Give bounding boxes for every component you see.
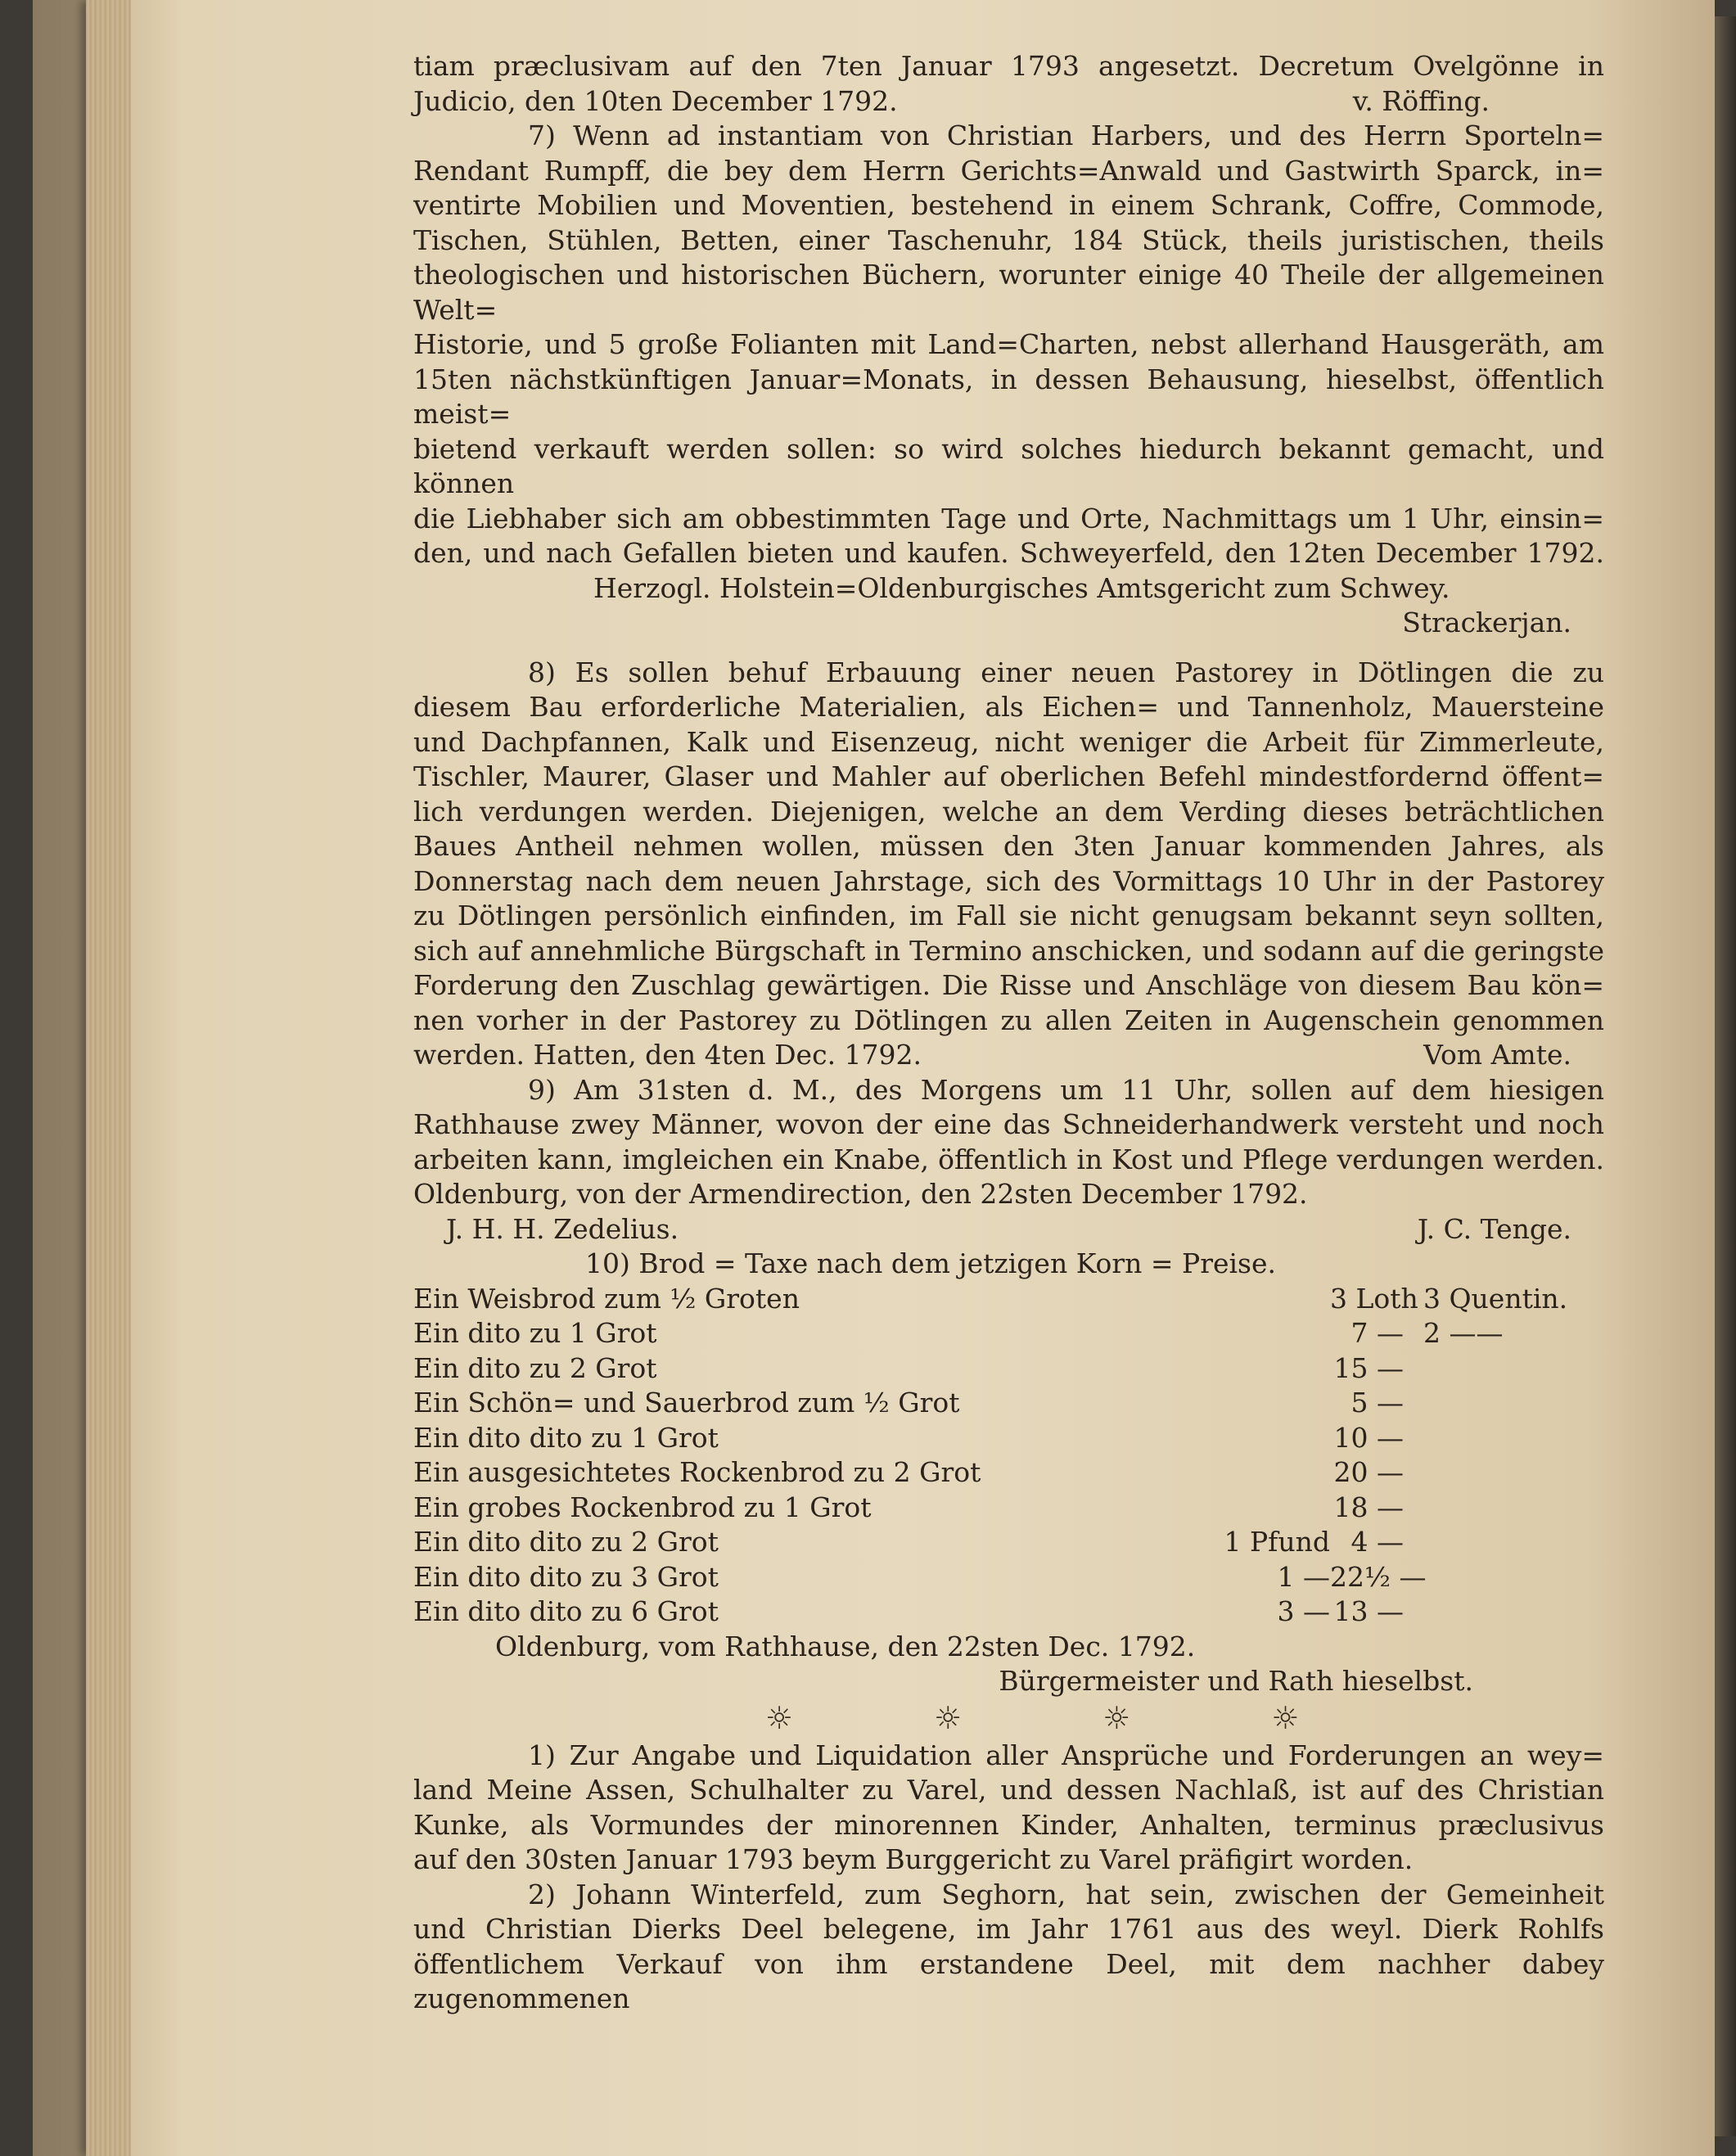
- bread-tax-loth: 10 —: [1333, 1421, 1404, 1454]
- bread-tax-pound: [1215, 1351, 1330, 1387]
- bread-tax-loth: 5 —: [1350, 1387, 1404, 1419]
- bread-tax-item: Ein dito zu 1 Grot: [413, 1317, 657, 1349]
- notice-8-line-7: Donnerstag nach dem neuen Jahrstage, sich des Vormittags 10 Uhr in der Pastorey: [413, 864, 1604, 897]
- section-2-line-2: und Christian Dierks Deel belegene, im Jahr 1761 aus des weyl. Dierk Rohlfs: [413, 1913, 1604, 1945]
- notice-7-signature: Strackerjan.: [1402, 607, 1571, 638]
- bread-tax-item: Ein dito dito zu 3 Grot: [413, 1560, 719, 1593]
- bread-tax-loth: 22½ —: [1330, 1560, 1427, 1593]
- notice-7-line-4: Tischen, Stühlen, Betten, einer Taschenuhr, 184 Stück, theils juristischen, theils: [413, 223, 1604, 256]
- section-1-line-2: land Meine Assen, Schulhalter zu Varel, und dessen Nachlaß, ist auf des Christian: [413, 1774, 1604, 1806]
- bread-tax-place: Oldenburg, vom Rathhause, den 22sten Dec. 1792.: [495, 1630, 1196, 1662]
- bread-tax-item: Ein Weisbrod zum ½ Groten: [413, 1282, 800, 1315]
- bread-tax-loth: 13 —: [1333, 1595, 1404, 1627]
- ornament-divider: [413, 1699, 1604, 1739]
- notice-8-line-8: zu Dötlingen persönlich einfinden, im Fall sie nicht genugsam bekannt seyn sollten,: [413, 900, 1604, 931]
- notice-8-line-1: 8) Es sollen behuf Erbauung einer neuen Pastorey in Dötlingen die zu: [528, 656, 1604, 688]
- notice-9-signature-right: J. C. Tenge.: [1417, 1212, 1571, 1245]
- bread-tax-pound: 3 —: [1277, 1595, 1330, 1627]
- page-edges: [86, 0, 131, 2156]
- notice-8-line-2: diesem Bau erforderliche Materialien, als Eichen= und Tannenholz, Mauersteine: [413, 691, 1604, 723]
- bread-tax-pound: 1 Pfund: [1224, 1526, 1330, 1558]
- notice-7-signature-line: [413, 606, 1604, 641]
- notice-7-court: Herzogl. Holstein=Oldenburgisches Amtsgericht zum Schwey.: [593, 571, 1450, 604]
- bread-tax-pound: [1215, 1491, 1330, 1526]
- section-1-line-1: 1) Zur Angabe und Liquidation aller Ansprüche und Forderungen an wey=: [528, 1739, 1604, 1771]
- bread-tax-item: Ein ausgesichtetes Rockenbrod zu 2 Grot: [413, 1456, 981, 1488]
- bread-tax-row: [413, 1594, 1604, 1630]
- notice-7-line-1: 7) Wenn ad instantiam von Christian Harbers, und des Herrn Sporteln=: [528, 120, 1604, 151]
- bread-tax-signature-line: [413, 1664, 1604, 1699]
- notice-9-signatures: [413, 1212, 1604, 1247]
- bread-tax-item: Ein dito zu 2 Grot: [413, 1351, 657, 1384]
- notice-7-line-3: ventirte Mobilien und Moventien, bestehend in einem Schrank, Coffre, Commode,: [413, 189, 1604, 221]
- bread-tax-quentin: [1404, 1491, 1584, 1526]
- notice-9-line-1: 9) Am 31sten d. M., des Morgens um 11 Uhr, sollen auf dem hiesigen: [528, 1073, 1604, 1106]
- bread-tax-pound: [1215, 1455, 1330, 1491]
- bread-tax-loth: 4 —: [1350, 1526, 1404, 1558]
- notice-7-line-7: 15ten nächstkünftigen Januar=Monats, in dessen Behausung, hieselbst, öffentlich meist=: [413, 363, 1604, 430]
- notice-7-line-8: bietend verkauft werden sollen: so wird solches hiedurch bekannt gemacht, und können: [413, 432, 1604, 499]
- bread-tax-pound: [1215, 1421, 1330, 1456]
- bread-tax-quentin: [1404, 1594, 1584, 1630]
- notice-7-line-10: den, und nach Gefallen bieten und kaufen. Schweyerfeld, den 12ten December 1792.: [413, 537, 1604, 569]
- notice-8-line-3: und Dachpfannen, Kalk und Eisenzeug, nicht weniger die Arbeit für Zimmerleute,: [413, 725, 1604, 758]
- notice-8-line-11: nen vorher in der Pastorey zu Dötlingen zu allen Zeiten in Augenschein genommen: [413, 1004, 1604, 1036]
- ornament-text: ☼ ☼ ☼ ☼: [765, 1700, 1365, 1737]
- bread-tax-pound: [1215, 1282, 1330, 1317]
- page-text: [413, 49, 1604, 2017]
- bread-tax-quentin: [1404, 1421, 1584, 1456]
- bread-tax-quentin: [1404, 1386, 1584, 1421]
- bread-tax-row: [413, 1491, 1604, 1526]
- notice-8-line-6: Baues Antheil nehmen wollen, müssen den 3ten Januar kommenden Jahres, als: [413, 830, 1604, 862]
- section-2-line-3: öffentlichem Verkauf von ihm erstandene Deel, mit dem nachher dabey zugenommenen: [413, 1947, 1604, 2014]
- notice-9-line-3: arbeiten kann, imgleichen ein Knabe, öffentlich in Kost und Pflege verdungen werden.: [413, 1143, 1604, 1175]
- notice-8-line-10: Forderung den Zuschlag gewärtigen. Die Risse und Anschläge von diesem Bau kön=: [413, 969, 1604, 1001]
- notice-8-line-9: sich auf annehmliche Bürgschaft in Termino anschicken, und sodann auf die geringste: [413, 934, 1604, 967]
- notice-7-line-5: theologischen und historischen Büchern, worunter einige 40 Theile der allgemeinen Welt=: [413, 259, 1604, 326]
- bread-tax-pound: [1215, 1316, 1330, 1351]
- bread-tax-signature: Bürgermeister und Rath hieselbst.: [999, 1665, 1473, 1697]
- bread-tax-item: Ein dito dito zu 2 Grot: [413, 1526, 719, 1558]
- notice-6-date: Judicio, den 10ten December 1792.: [413, 84, 898, 117]
- bread-tax-title: 10) Brod = Taxe nach dem jetzigen Korn = Preise.: [585, 1247, 1277, 1279]
- bread-tax-row: [413, 1386, 1604, 1421]
- notice-8-last-line: [413, 1038, 1604, 1073]
- notice-9-line-2: Rathhause zwey Männer, wovon der eine das Schneiderhandwerk versteht und noch: [413, 1108, 1604, 1140]
- bread-tax-quentin: 2 ——: [1423, 1317, 1504, 1349]
- notice-8-signature: Vom Amte.: [1423, 1039, 1571, 1071]
- bread-tax-row: [413, 1455, 1604, 1491]
- notice-6-line-1: tiam præclusivam auf den 7ten Januar 1793 angesetzt. Decretum Ovelgönne in: [413, 50, 1604, 82]
- bread-tax-loth: 7 —: [1350, 1317, 1404, 1349]
- bread-tax-row: [413, 1525, 1604, 1560]
- notice-7-line-9: die Liebhaber sich am obbestimmten Tage und Orte, Nachmittags um 1 Uhr, einsin=: [413, 502, 1604, 534]
- bread-tax-loth: 3 Loth: [1330, 1282, 1418, 1315]
- bread-tax-loth: 20 —: [1333, 1456, 1404, 1488]
- bread-tax-row: [413, 1316, 1604, 1351]
- bread-tax-item: Ein Schön= und Sauerbrod zum ½ Grot: [413, 1387, 960, 1419]
- bread-tax-row: [413, 1560, 1604, 1595]
- bread-tax-loth: 18 —: [1333, 1491, 1404, 1523]
- section-2-line-1: 2) Johann Winterfeld, zum Seghorn, hat sein, zwischen der Gemeinheit: [528, 1878, 1604, 1910]
- bread-tax-quentin: [1404, 1351, 1584, 1387]
- bread-tax-quentin: [1404, 1455, 1584, 1491]
- section-1-line-3: Kunke, als Vormundes der minorennen Kinder, Anhalten, terminus præclusivus: [413, 1808, 1604, 1841]
- notice-7-line-2: Rendant Rumpff, die bey dem Herrn Gerichts=Anwald und Gastwirth Sparck, in=: [413, 154, 1604, 187]
- section-1-last-line: auf den 30sten Januar 1793 beym Burggericht zu Varel präfigirt worden.: [413, 1843, 1414, 1875]
- bread-tax-row: [413, 1282, 1604, 1317]
- bread-tax-quentin: [1404, 1560, 1584, 1595]
- notice-8-date: werden. Hatten, den 4ten Dec. 1792.: [413, 1039, 922, 1071]
- notice-8-line-5: lich verdungen werden. Diejenigen, welche an dem Verding dieses beträchtlichen: [413, 795, 1604, 828]
- notice-8-line-4: Tischler, Maurer, Glaser und Mahler auf oberlichen Befehl mindestfordernd öffent=: [413, 760, 1604, 792]
- bread-tax-row: [413, 1421, 1604, 1456]
- notice-7-line-6: Historie, und 5 große Folianten mit Land=Charten, nebst allerhand Hausgeräth, am: [413, 328, 1604, 360]
- bread-tax-item: Ein grobes Rockenbrod zu 1 Grot: [413, 1491, 872, 1523]
- bread-tax-quentin: [1404, 1525, 1584, 1560]
- bread-tax-item: Ein dito dito zu 1 Grot: [413, 1421, 719, 1454]
- bread-tax-quentin: 3 Quentin.: [1423, 1282, 1568, 1315]
- notice-6-line-2: [413, 84, 1604, 120]
- bread-tax-table: [413, 1282, 1604, 1630]
- bread-tax-item: Ein dito dito zu 6 Grot: [413, 1595, 719, 1627]
- bread-tax-pound: [1215, 1386, 1330, 1421]
- notice-6-signature: v. Röffing.: [1352, 84, 1490, 117]
- notice-9-date: Oldenburg, von der Armendirection, den 22sten December 1792.: [413, 1178, 1308, 1210]
- bread-tax-pound: 1 —: [1277, 1560, 1330, 1593]
- notice-9-signature-left: J. H. H. Zedelius.: [446, 1212, 679, 1245]
- bread-tax-loth: 15 —: [1333, 1351, 1404, 1384]
- bread-tax-row: [413, 1351, 1604, 1387]
